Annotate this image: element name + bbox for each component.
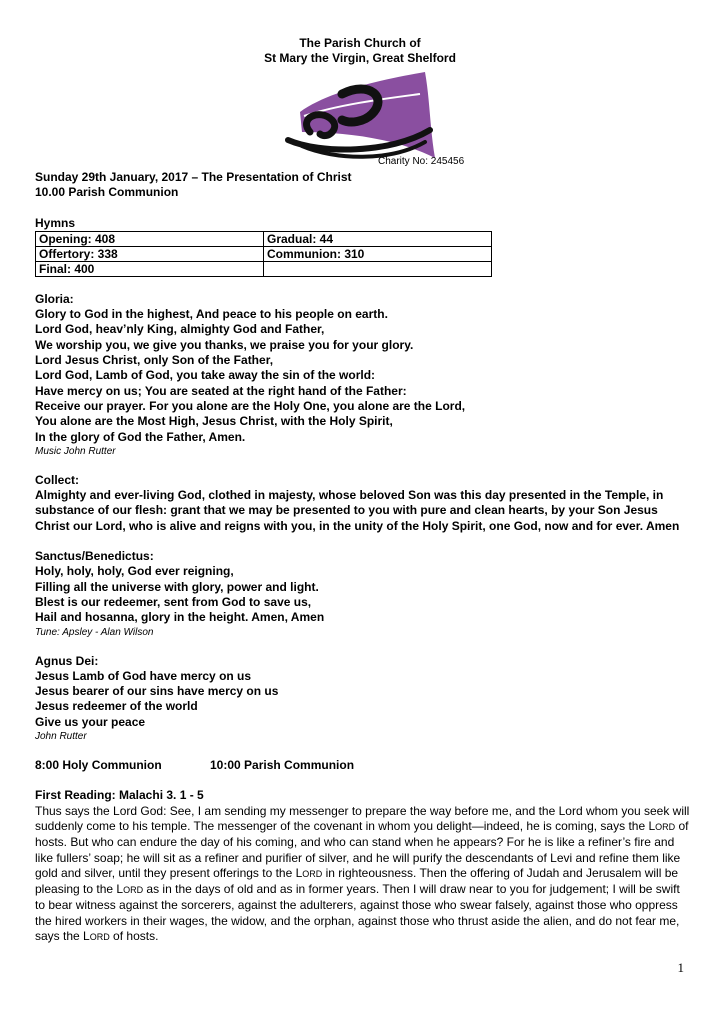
- hymn-cell: Final: 400: [36, 261, 264, 276]
- lord-initial: L: [295, 865, 303, 880]
- service-date-title: Sunday 29th January, 2017 – The Presentation of Christ: [35, 170, 352, 184]
- agnus-line: Jesus Lamb of God have mercy on us: [35, 668, 252, 683]
- agnus-line: Jesus redeemer of the world: [35, 699, 198, 714]
- sanctus-heading: Sanctus/Benedictus:: [35, 549, 154, 564]
- gloria-line: Lord God, Lamb of God, you take away the sin of the world:: [35, 368, 376, 383]
- reading-heading: First Reading: Malachi 3. 1 - 5: [35, 788, 204, 803]
- sanctus-credit: Tune: Apsley - Alan Wilson: [35, 626, 154, 638]
- collect-heading: Collect:: [35, 472, 80, 487]
- reading-text: [35, 804, 690, 946]
- lord-smallcaps: ORD: [302, 868, 323, 879]
- collect-text: Almighty and ever-living God, clothed in majesty, whose beloved Son was this day presented in the Temple, in substance of our flesh: grant that we may be presented to you with pure and clean hearts, by your Son Jesus Christ our Lord, who is alive and reigns with you, in the unity of the Holy Spirit, one God, now and for ever. Amen: [35, 488, 680, 533]
- page-number: 1: [677, 960, 684, 975]
- table-row: [36, 231, 492, 246]
- gloria-line: Lord Jesus Christ, only Son of the Father,: [35, 353, 274, 368]
- lord-initial: L: [116, 882, 124, 897]
- gloria-line: We worship you, we give you thanks, we praise you for your glory.: [35, 337, 414, 352]
- early-service: 8:00 Holy Communion: [35, 758, 162, 773]
- sanctus-line: Hail and hosanna, glory in the height. Amen, Amen: [35, 610, 325, 625]
- order-of-service: [35, 170, 690, 945]
- agnus-line: Jesus bearer of our sins have mercy on us: [35, 684, 279, 699]
- reading-segment: as in the days of old and as in former years. Then I will draw near to you for judgement; I will be swift to bear witness against the sorcerers, against the adulterers, against those who swear falsely, against those who oppress the hired workers in their wages, the widow, and the orphan, against those who thrust aside the alien, and do not fear me, says the: [35, 882, 680, 943]
- agnus-heading: Agnus Dei:: [35, 653, 99, 668]
- hymn-cell: [264, 261, 492, 276]
- agnus-line: Give us your peace: [35, 714, 146, 729]
- table-row: [36, 261, 492, 276]
- reading-segment: Thus says the Lord God: See, I am sending my messenger to prepare the way before me, and the Lord whom you seek will suddenly come to his temple. The messenger of the covenant in whom you delight—indeed, he is coming, says the: [35, 803, 690, 833]
- gloria-line: You alone are the Most High, Jesus Christ, with the Holy Spirit,: [35, 414, 393, 429]
- gloria-line: Lord God, heav’nly King, almighty God and Father,: [35, 322, 325, 337]
- hymn-cell: Communion: 310: [264, 246, 492, 261]
- church-logo-icon: [280, 70, 445, 165]
- agnus-credit: John Rutter: [35, 731, 87, 743]
- service-time-title: 10.00 Parish Communion: [35, 185, 179, 200]
- hymn-cell: Opening: 408: [36, 231, 264, 246]
- service-times: [35, 758, 690, 773]
- reading-segment: in righteousness. Then the offering of Judah and Jerusalem will be pleasing to the: [35, 865, 679, 897]
- hymns-table: [35, 231, 492, 277]
- reading-segment: of hosts.: [109, 928, 159, 943]
- gloria-line: In the glory of God the Father, Amen.: [35, 429, 246, 444]
- lord-smallcaps: ORD: [89, 931, 110, 942]
- lord-initial: L: [648, 818, 656, 833]
- sanctus-line: Filling all the universe with glory, power and light.: [35, 579, 319, 594]
- church-name-line1: The Parish Church of: [299, 36, 421, 50]
- lord-smallcaps: ORD: [655, 821, 676, 832]
- gloria-line: Receive our prayer. For you alone are the Holy One, you alone are the Lord,: [35, 398, 466, 413]
- gloria-line: Glory to God in the highest, And peace to his people on earth.: [35, 307, 388, 322]
- church-header: [0, 36, 720, 66]
- gloria-credit: Music John Rutter: [35, 445, 116, 457]
- hymns-heading: Hymns: [35, 215, 76, 230]
- reading-segment: of hosts. But who can endure the day of his coming, and who can stand when he appears? For he is like a refiner’s fire and like fullers’ soap; he will sit as a refiner and purifier of silver, and he will purify the descendants of Levi and refine them like gold and silver, until they present offerings to the: [35, 818, 689, 880]
- gloria-heading: Gloria:: [35, 291, 74, 306]
- gloria-line: Have mercy on us; You are seated at the right hand of the Father:: [35, 383, 407, 398]
- hymn-cell: Offertory: 338: [36, 246, 264, 261]
- table-row: [36, 246, 492, 261]
- charity-number: Charity No: 245456: [378, 156, 465, 167]
- main-service: 10:00 Parish Communion: [210, 758, 355, 773]
- lord-smallcaps: ORD: [123, 885, 144, 896]
- hymn-cell: Gradual: 44: [264, 231, 492, 246]
- church-name-line2: St Mary the Virgin, Great Shelford: [264, 51, 456, 65]
- sanctus-line: Blest is our redeemer, sent from God to save us,: [35, 594, 312, 609]
- lord-initial: L: [83, 928, 90, 943]
- sanctus-line: Holy, holy, holy, God ever reigning,: [35, 564, 234, 579]
